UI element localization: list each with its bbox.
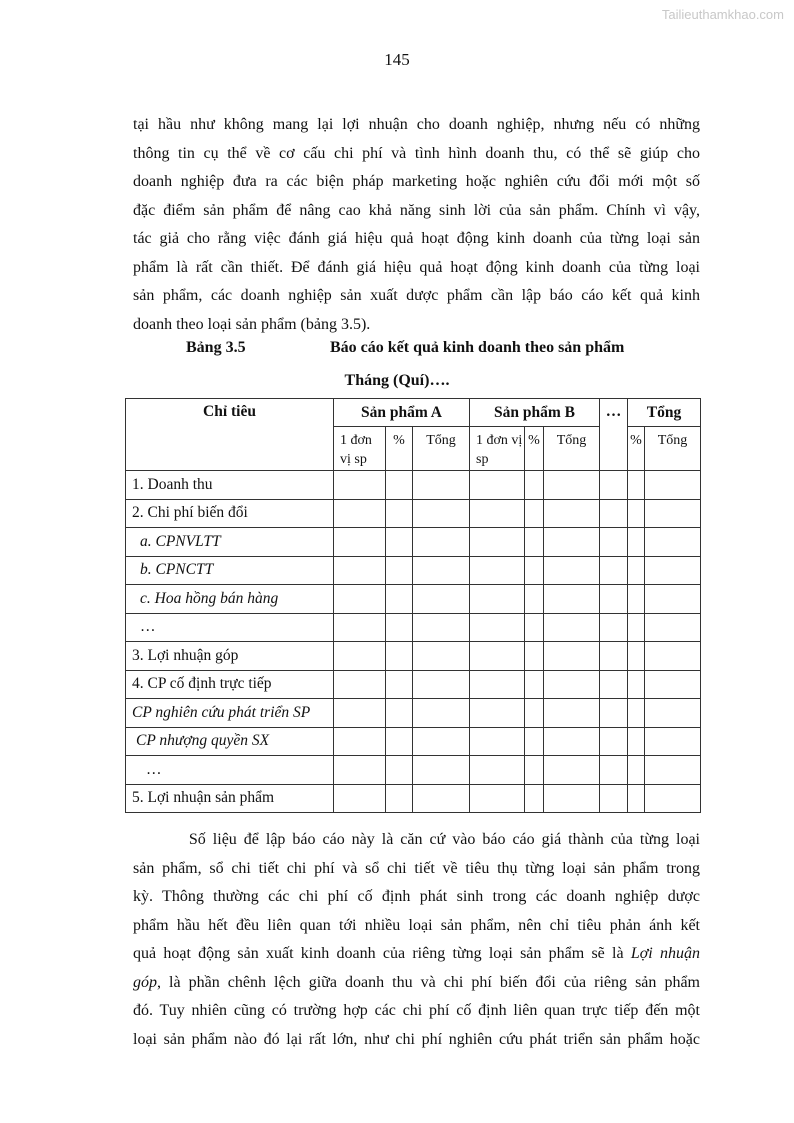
paragraph-line	[133, 969, 700, 998]
empty-cell	[544, 642, 600, 671]
empty-cell	[600, 784, 628, 813]
empty-cell	[413, 670, 470, 699]
text-segment: , là phần chênh lệch giữa doanh thu và chi phí biến đổi của riêng sản phẩm	[157, 973, 700, 991]
paragraph-line: tại hầu như không mang lại lợi nhuận cho doanh nghiệp, nhưng nếu có những	[133, 116, 700, 133]
paragraph-line	[133, 940, 700, 969]
paragraph-line	[133, 883, 700, 912]
empty-cell	[600, 585, 628, 614]
empty-cell	[628, 670, 645, 699]
empty-cell	[470, 642, 525, 671]
empty-cell	[645, 642, 701, 671]
empty-cell	[525, 642, 544, 671]
table-row	[126, 556, 701, 585]
table-row	[126, 528, 701, 557]
empty-cell	[334, 642, 386, 671]
row-label: a. CPNVLTT	[126, 528, 334, 557]
empty-cell	[645, 670, 701, 699]
row-label: c. Hoa hồng bán hàng	[126, 585, 334, 614]
empty-cell	[628, 471, 645, 500]
empty-cell	[544, 699, 600, 728]
row-label: 2. Chi phí biến đổi	[126, 499, 334, 528]
row-label: 5. Lợi nhuận sản phẩm	[126, 784, 334, 813]
empty-cell	[413, 642, 470, 671]
table-row	[126, 784, 701, 813]
text-segment: loại sản phẩm nào đó lại rất lớn, như chi phí nghiên cứu phát triển sản phẩm hoặc	[133, 1030, 700, 1048]
empty-cell	[413, 784, 470, 813]
text-segment: quả hoạt động sản xuất kinh doanh của riêng từng loại sản phẩm sẽ là	[133, 945, 631, 962]
table-row	[126, 585, 701, 614]
empty-cell	[645, 499, 701, 528]
empty-cell	[413, 727, 470, 756]
empty-cell	[645, 727, 701, 756]
empty-cell	[334, 556, 386, 585]
empty-cell	[413, 499, 470, 528]
row-label: …	[126, 756, 334, 785]
table-row	[126, 727, 701, 756]
watermark: Tailieuthamkhao.com	[661, 7, 784, 22]
empty-cell	[544, 784, 600, 813]
empty-cell	[600, 756, 628, 785]
empty-cell	[525, 585, 544, 614]
row-label: CP nhượng quyền SX	[126, 727, 334, 756]
empty-cell	[544, 585, 600, 614]
table-row	[126, 499, 701, 528]
empty-cell	[386, 784, 413, 813]
empty-cell	[386, 670, 413, 699]
empty-cell	[386, 699, 413, 728]
empty-cell	[544, 499, 600, 528]
empty-cell	[386, 499, 413, 528]
empty-cell	[525, 699, 544, 728]
paragraph-line: thông tin cụ thể về cơ cấu chi phí và tình hình doanh thu, có thể sẽ giúp cho	[133, 144, 700, 162]
empty-cell	[334, 756, 386, 785]
empty-cell	[600, 670, 628, 699]
header-product-a: Sản phẩm A	[334, 399, 470, 427]
empty-cell	[525, 756, 544, 785]
paragraph-explanation	[133, 826, 700, 1054]
empty-cell	[470, 613, 525, 642]
empty-cell	[600, 556, 628, 585]
empty-cell	[628, 556, 645, 585]
empty-cell	[628, 699, 645, 728]
empty-cell	[628, 613, 645, 642]
empty-cell	[600, 727, 628, 756]
empty-cell	[386, 727, 413, 756]
paragraph-line: phẩm là rất cần thiết. Để đánh giá hiệu quả hoạt động kinh doanh của từng loại	[133, 258, 700, 276]
paragraph-line: tác giả cho rằng việc đánh giá hiệu quả hoạt động kinh doanh của từng loại sản	[133, 230, 700, 247]
text-segment: kỳ. Thông thường các chi phí cố định phát sinh trong các doanh nghiệp dược	[133, 888, 700, 905]
empty-cell	[525, 613, 544, 642]
empty-cell	[334, 471, 386, 500]
empty-cell	[544, 756, 600, 785]
empty-cell	[628, 784, 645, 813]
empty-cell	[525, 528, 544, 557]
row-label: …	[126, 613, 334, 642]
empty-cell	[645, 699, 701, 728]
empty-cell	[645, 585, 701, 614]
empty-cell	[544, 727, 600, 756]
empty-cell	[525, 670, 544, 699]
empty-cell	[413, 699, 470, 728]
empty-cell	[386, 642, 413, 671]
paragraph-line: doanh theo loại sản phẩm (bảng 3.5).	[133, 315, 371, 333]
empty-cell	[334, 585, 386, 614]
empty-cell	[628, 499, 645, 528]
paragraph-line	[133, 997, 700, 1026]
empty-cell	[525, 727, 544, 756]
empty-cell	[600, 699, 628, 728]
row-label: 3. Lợi nhuận góp	[126, 642, 334, 671]
empty-cell	[525, 499, 544, 528]
empty-cell	[470, 585, 525, 614]
empty-cell	[600, 471, 628, 500]
empty-cell	[386, 613, 413, 642]
empty-cell	[544, 613, 600, 642]
empty-cell	[386, 585, 413, 614]
table-row	[126, 670, 701, 699]
sub-b-percent: %	[525, 427, 544, 471]
text-segment: Lợi nhuận	[630, 945, 700, 962]
row-label: 4. CP cố định trực tiếp	[126, 670, 334, 699]
header-total: Tổng	[628, 399, 701, 427]
empty-cell	[525, 556, 544, 585]
empty-cell	[470, 471, 525, 500]
empty-cell	[386, 756, 413, 785]
table-row	[126, 756, 701, 785]
empty-cell	[544, 556, 600, 585]
table-row	[126, 613, 701, 642]
empty-cell	[334, 784, 386, 813]
table-caption-label: Bảng 3.5	[186, 339, 246, 356]
empty-cell	[386, 528, 413, 557]
header-indicator: Chỉ tiêu	[126, 399, 334, 471]
empty-cell	[413, 528, 470, 557]
table-row	[126, 642, 701, 671]
empty-cell	[334, 613, 386, 642]
empty-cell	[470, 499, 525, 528]
empty-cell	[628, 756, 645, 785]
empty-cell	[413, 585, 470, 614]
empty-cell	[334, 699, 386, 728]
empty-cell	[334, 670, 386, 699]
empty-cell	[645, 784, 701, 813]
report-table	[125, 398, 701, 813]
table-caption-subtitle: Tháng (Quí)….	[344, 372, 450, 389]
empty-cell	[600, 528, 628, 557]
paragraph-line: doanh nghiệp đưa ra các biện pháp marketing hoặc nghiên cứu đổi mới một số	[133, 173, 700, 190]
row-label: 1. Doanh thu	[126, 471, 334, 500]
empty-cell	[600, 499, 628, 528]
paragraph-line: đặc điểm sản phẩm để nâng cao khả năng sinh lời của sản phẩm. Chính vì vậy,	[133, 201, 700, 219]
paragraph-intro	[133, 111, 700, 339]
empty-cell	[413, 613, 470, 642]
table-row	[126, 699, 701, 728]
empty-cell	[600, 642, 628, 671]
sub-b-total: Tổng	[544, 427, 600, 471]
empty-cell	[645, 528, 701, 557]
empty-cell	[470, 528, 525, 557]
paragraph-line	[133, 912, 700, 941]
sub-a-per-unit: 1 đơn vị sp	[334, 427, 386, 471]
empty-cell	[470, 756, 525, 785]
empty-cell	[645, 471, 701, 500]
sub-a-total: Tổng	[413, 427, 470, 471]
empty-cell	[645, 613, 701, 642]
sub-b-per-unit: 1 đơn vị sp	[470, 427, 525, 471]
empty-cell	[628, 528, 645, 557]
empty-cell	[544, 471, 600, 500]
paragraph-line	[133, 826, 700, 855]
header-ellipsis: …	[600, 399, 628, 471]
empty-cell	[628, 642, 645, 671]
paragraph-line	[133, 1026, 700, 1055]
page-number: 145	[384, 50, 410, 69]
paragraph-line: sản phẩm, các doanh nghiệp sản xuất dược phẩm cần lập báo cáo kết quả kinh	[133, 287, 700, 304]
sub-total-total: Tổng	[645, 427, 701, 471]
empty-cell	[413, 756, 470, 785]
text-segment: phẩm hầu hết đều liên quan tới nhiều loại sản phẩm, nên chỉ tiêu phản ánh kết	[133, 916, 700, 934]
row-label: CP nghiên cứu phát triển SP	[126, 699, 334, 728]
paragraph-line	[133, 855, 700, 884]
empty-cell	[645, 556, 701, 585]
empty-cell	[600, 613, 628, 642]
text-segment: đó. Tuy nhiên cũng có trường hợp các chi phí cố định liên quan trực tiếp đến một	[133, 1002, 700, 1019]
text-segment: Số liệu để lập báo cáo này là căn cứ vào báo cáo giá thành của từng loại	[133, 831, 700, 848]
text-segment: sản phẩm, sổ chi tiết chi phí và sổ chi tiết về tiêu thụ từng loại sản phẩm trong	[133, 859, 700, 877]
empty-cell	[628, 585, 645, 614]
empty-cell	[386, 471, 413, 500]
empty-cell	[413, 556, 470, 585]
empty-cell	[525, 784, 544, 813]
text-segment: góp	[133, 973, 157, 991]
table-row	[126, 471, 701, 500]
empty-cell	[413, 471, 470, 500]
header-product-b: Sản phẩm B	[470, 399, 600, 427]
empty-cell	[386, 556, 413, 585]
empty-cell	[470, 670, 525, 699]
empty-cell	[628, 727, 645, 756]
empty-cell	[645, 756, 701, 785]
empty-cell	[334, 528, 386, 557]
empty-cell	[470, 556, 525, 585]
sub-a-percent: %	[386, 427, 413, 471]
empty-cell	[334, 727, 386, 756]
table-caption-title: Báo cáo kết quả kinh doanh theo sản phẩm	[330, 339, 625, 356]
empty-cell	[470, 699, 525, 728]
empty-cell	[544, 528, 600, 557]
empty-cell	[544, 670, 600, 699]
sub-total-percent: %	[628, 427, 645, 471]
empty-cell	[334, 499, 386, 528]
empty-cell	[470, 784, 525, 813]
empty-cell	[470, 727, 525, 756]
row-label: b. CPNCTT	[126, 556, 334, 585]
empty-cell	[525, 471, 544, 500]
